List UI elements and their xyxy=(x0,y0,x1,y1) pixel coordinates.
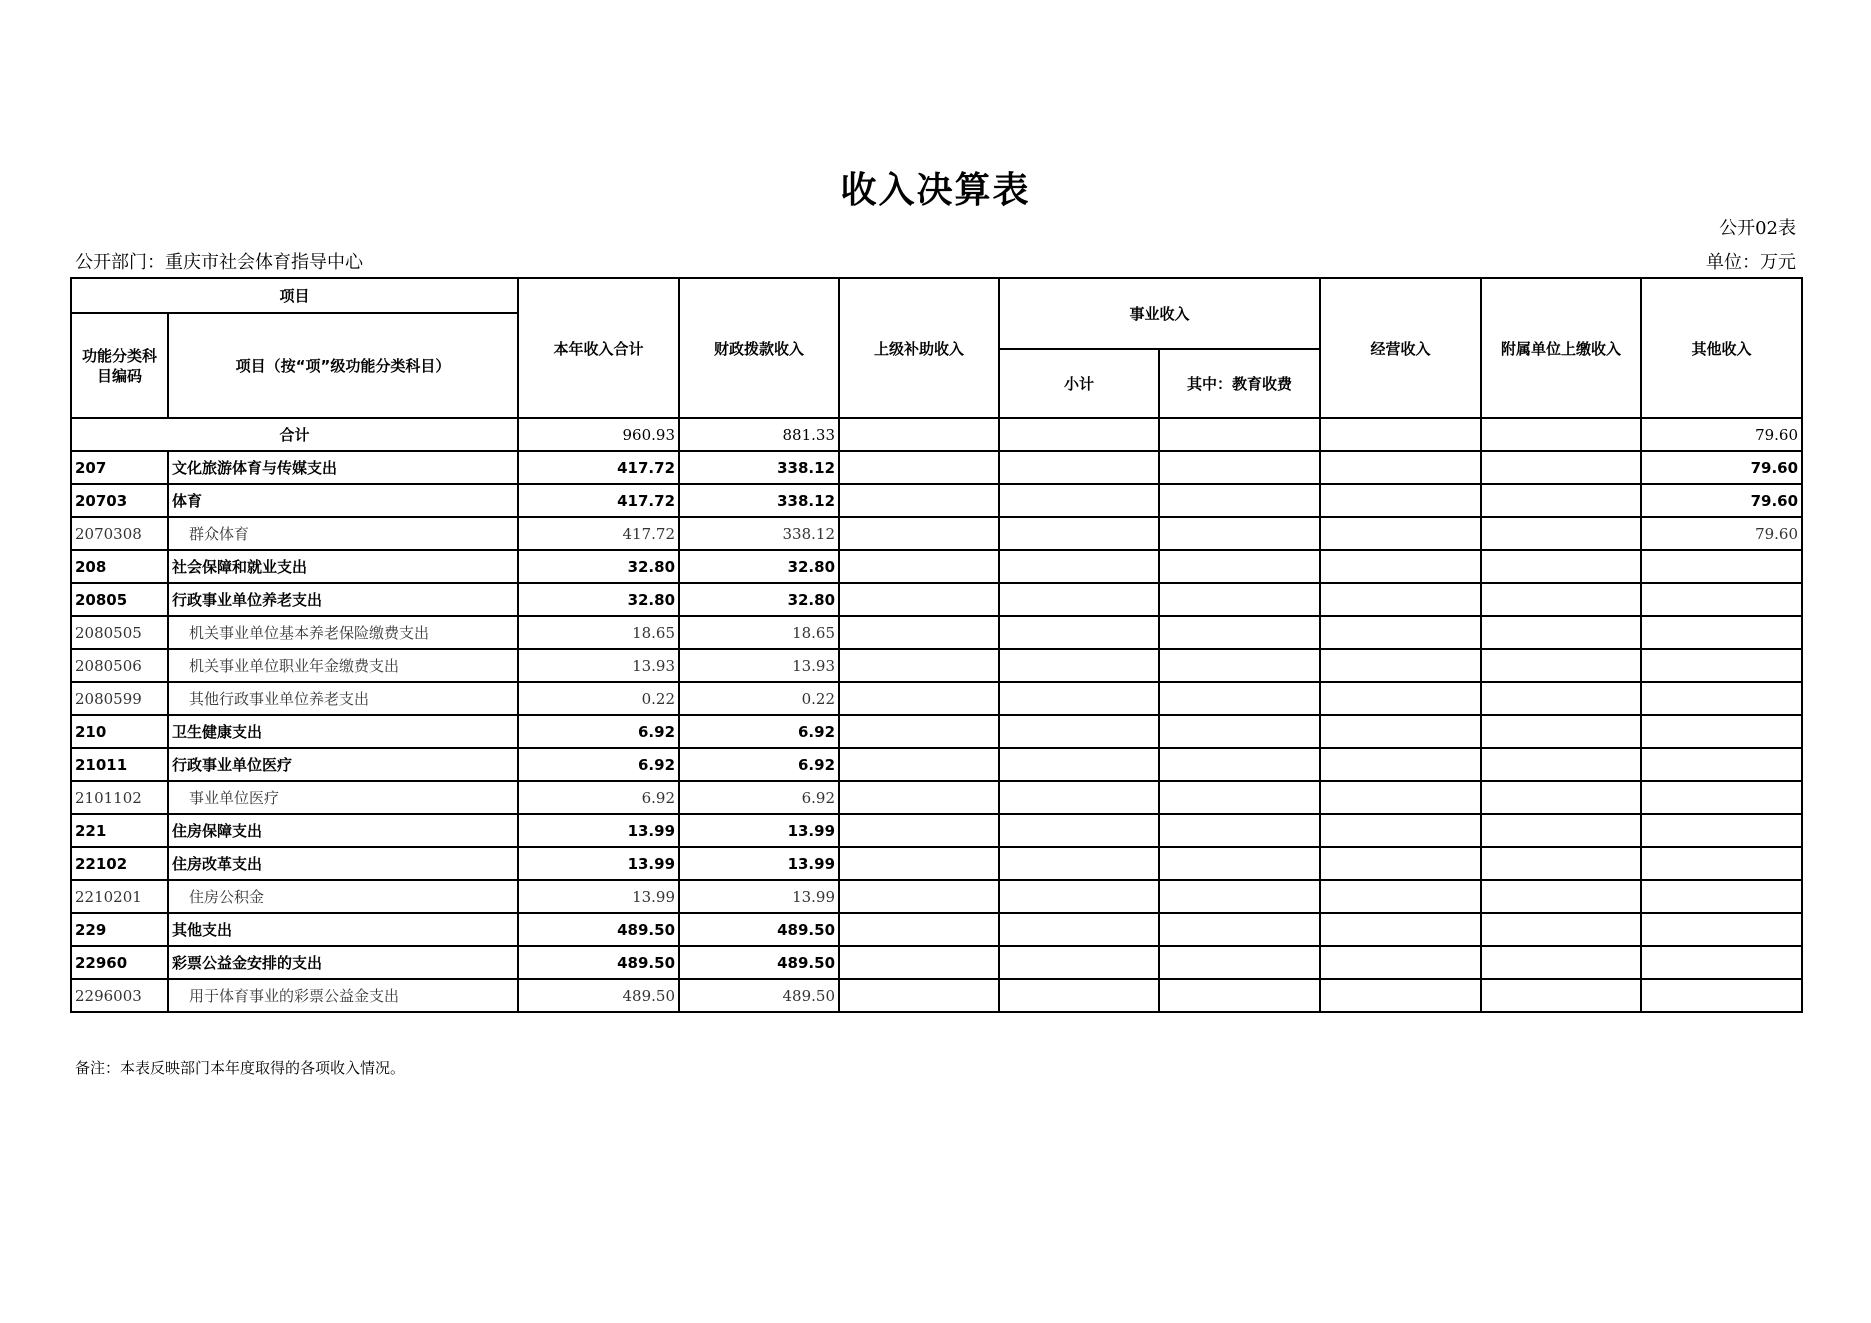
row-fiscal: 13.99 xyxy=(679,847,839,880)
page-title: 收入决算表 xyxy=(840,170,1031,211)
row-code: 2210201 xyxy=(71,880,168,913)
row-other xyxy=(1641,814,1802,847)
row-other: 79.60 xyxy=(1641,451,1802,484)
row-operating xyxy=(1320,880,1481,913)
row-superior xyxy=(839,781,999,814)
row-other xyxy=(1641,946,1802,979)
table-row xyxy=(71,814,1802,847)
row-education xyxy=(1159,649,1320,682)
row-affiliated xyxy=(1481,880,1641,913)
income-table xyxy=(70,277,1803,1013)
total-label: 合计 xyxy=(71,418,518,451)
table-row xyxy=(71,880,1802,913)
row-superior xyxy=(839,550,999,583)
row-name: 行政事业单位医疗 xyxy=(168,748,518,781)
row-business-subtotal xyxy=(999,781,1159,814)
header-affiliated: 附属单位上缴收入 xyxy=(1481,278,1641,418)
row-other xyxy=(1641,847,1802,880)
row-operating xyxy=(1320,946,1481,979)
row-total: 13.99 xyxy=(518,880,679,913)
row-education xyxy=(1159,484,1320,517)
row-operating xyxy=(1320,616,1481,649)
row-fiscal: 6.92 xyxy=(679,781,839,814)
row-business-subtotal xyxy=(999,880,1159,913)
row-business-subtotal xyxy=(999,715,1159,748)
row-fiscal: 32.80 xyxy=(679,550,839,583)
row-operating xyxy=(1320,979,1481,1012)
table-row xyxy=(71,682,1802,715)
row-education xyxy=(1159,748,1320,781)
row-business-subtotal xyxy=(999,451,1159,484)
row-code: 20703 xyxy=(71,484,168,517)
header-business: 事业收入 xyxy=(999,278,1320,349)
table-row xyxy=(71,649,1802,682)
row-name: 体育 xyxy=(168,484,518,517)
table-row xyxy=(71,583,1802,616)
row-total: 489.50 xyxy=(518,979,679,1012)
table-row xyxy=(71,781,1802,814)
row-affiliated xyxy=(1481,781,1641,814)
row-operating xyxy=(1320,517,1481,550)
row-code: 208 xyxy=(71,550,168,583)
row-name: 住房公积金 xyxy=(168,880,518,913)
row-name: 文化旅游体育与传媒支出 xyxy=(168,451,518,484)
row-superior xyxy=(839,649,999,682)
table-row xyxy=(71,715,1802,748)
row-business-subtotal xyxy=(999,682,1159,715)
row-fiscal: 338.12 xyxy=(679,517,839,550)
header-code: 功能分类科目编码 xyxy=(71,313,168,418)
row-name: 住房保障支出 xyxy=(168,814,518,847)
row-fiscal: 338.12 xyxy=(679,451,839,484)
row-total: 417.72 xyxy=(518,484,679,517)
row-superior xyxy=(839,616,999,649)
row-code: 2080505 xyxy=(71,616,168,649)
row-total: 6.92 xyxy=(518,781,679,814)
row-superior xyxy=(839,847,999,880)
row-affiliated xyxy=(1481,946,1641,979)
row-education xyxy=(1159,781,1320,814)
row-affiliated xyxy=(1481,715,1641,748)
row-other xyxy=(1641,583,1802,616)
total-fiscal: 881.33 xyxy=(679,418,839,451)
row-name: 机关事业单位基本养老保险缴费支出 xyxy=(168,616,518,649)
table-row xyxy=(71,484,1802,517)
header-name: 项目（按“项”级功能分类科目） xyxy=(168,313,518,418)
row-operating xyxy=(1320,814,1481,847)
row-education xyxy=(1159,715,1320,748)
row-total: 489.50 xyxy=(518,913,679,946)
row-code: 221 xyxy=(71,814,168,847)
row-operating xyxy=(1320,682,1481,715)
unit-label: 单位：万元 xyxy=(1706,252,1796,273)
row-total: 417.72 xyxy=(518,517,679,550)
row-operating xyxy=(1320,748,1481,781)
row-other: 79.60 xyxy=(1641,484,1802,517)
row-fiscal: 0.22 xyxy=(679,682,839,715)
header-superior: 上级补助收入 xyxy=(839,278,999,418)
row-name: 群众体育 xyxy=(168,517,518,550)
row-business-subtotal xyxy=(999,748,1159,781)
header-other: 其他收入 xyxy=(1641,278,1802,418)
row-code: 210 xyxy=(71,715,168,748)
row-business-subtotal xyxy=(999,583,1159,616)
row-education xyxy=(1159,616,1320,649)
header-project: 项目 xyxy=(71,278,518,313)
row-fiscal: 13.99 xyxy=(679,814,839,847)
row-total: 18.65 xyxy=(518,616,679,649)
row-business-subtotal xyxy=(999,946,1159,979)
row-code: 2296003 xyxy=(71,979,168,1012)
row-business-subtotal xyxy=(999,550,1159,583)
row-fiscal: 489.50 xyxy=(679,979,839,1012)
row-name: 卫生健康支出 xyxy=(168,715,518,748)
row-affiliated xyxy=(1481,979,1641,1012)
row-affiliated xyxy=(1481,814,1641,847)
row-superior xyxy=(839,814,999,847)
row-superior xyxy=(839,748,999,781)
row-education xyxy=(1159,451,1320,484)
row-other xyxy=(1641,913,1802,946)
row-name: 其他行政事业单位养老支出 xyxy=(168,682,518,715)
row-affiliated xyxy=(1481,913,1641,946)
row-operating xyxy=(1320,484,1481,517)
row-fiscal: 338.12 xyxy=(679,484,839,517)
row-superior xyxy=(839,880,999,913)
header-operating: 经营收入 xyxy=(1320,278,1481,418)
row-superior xyxy=(839,715,999,748)
table-row xyxy=(71,748,1802,781)
row-operating xyxy=(1320,715,1481,748)
table-row xyxy=(71,451,1802,484)
row-fiscal: 489.50 xyxy=(679,946,839,979)
row-affiliated xyxy=(1481,748,1641,781)
row-affiliated xyxy=(1481,616,1641,649)
row-other xyxy=(1641,715,1802,748)
header-fiscal: 财政拨款收入 xyxy=(679,278,839,418)
row-education xyxy=(1159,946,1320,979)
row-education xyxy=(1159,814,1320,847)
row-affiliated xyxy=(1481,682,1641,715)
row-total: 13.99 xyxy=(518,847,679,880)
row-name: 住房改革支出 xyxy=(168,847,518,880)
row-affiliated xyxy=(1481,847,1641,880)
row-fiscal: 6.92 xyxy=(679,748,839,781)
row-total: 13.93 xyxy=(518,649,679,682)
row-name: 行政事业单位养老支出 xyxy=(168,583,518,616)
row-code: 207 xyxy=(71,451,168,484)
row-code: 21011 xyxy=(71,748,168,781)
row-total: 13.99 xyxy=(518,814,679,847)
row-affiliated xyxy=(1481,583,1641,616)
row-superior xyxy=(839,451,999,484)
total-total: 960.93 xyxy=(518,418,679,451)
row-education xyxy=(1159,880,1320,913)
header-education: 其中：教育收费 xyxy=(1159,349,1320,418)
row-code: 2070308 xyxy=(71,517,168,550)
row-total: 6.92 xyxy=(518,715,679,748)
row-code: 2080599 xyxy=(71,682,168,715)
row-business-subtotal xyxy=(999,616,1159,649)
header-subtotal: 小计 xyxy=(999,349,1159,418)
row-code: 2101102 xyxy=(71,781,168,814)
row-education xyxy=(1159,847,1320,880)
row-superior xyxy=(839,682,999,715)
table-row xyxy=(71,847,1802,880)
row-other xyxy=(1641,649,1802,682)
row-business-subtotal xyxy=(999,979,1159,1012)
row-education xyxy=(1159,913,1320,946)
department-label: 公开部门：重庆市社会体育指导中心 xyxy=(75,252,363,273)
row-other xyxy=(1641,979,1802,1012)
row-superior xyxy=(839,517,999,550)
row-affiliated xyxy=(1481,484,1641,517)
row-other xyxy=(1641,682,1802,715)
row-superior xyxy=(839,946,999,979)
row-affiliated xyxy=(1481,550,1641,583)
total-row xyxy=(71,418,1802,451)
row-name: 事业单位医疗 xyxy=(168,781,518,814)
table-row xyxy=(71,913,1802,946)
row-superior xyxy=(839,979,999,1012)
table-row xyxy=(71,979,1802,1012)
row-name: 用于体育事业的彩票公益金支出 xyxy=(168,979,518,1012)
row-other xyxy=(1641,880,1802,913)
total-other: 79.60 xyxy=(1641,418,1802,451)
table-row xyxy=(71,616,1802,649)
row-business-subtotal xyxy=(999,649,1159,682)
row-fiscal: 18.65 xyxy=(679,616,839,649)
row-total: 32.80 xyxy=(518,583,679,616)
row-code: 20805 xyxy=(71,583,168,616)
row-superior xyxy=(839,484,999,517)
row-business-subtotal xyxy=(999,484,1159,517)
table-row xyxy=(71,517,1802,550)
row-total: 489.50 xyxy=(518,946,679,979)
row-other: 79.60 xyxy=(1641,517,1802,550)
row-name: 其他支出 xyxy=(168,913,518,946)
row-fiscal: 6.92 xyxy=(679,715,839,748)
row-business-subtotal xyxy=(999,517,1159,550)
row-fiscal: 32.80 xyxy=(679,583,839,616)
row-business-subtotal xyxy=(999,913,1159,946)
row-affiliated xyxy=(1481,451,1641,484)
row-name: 社会保障和就业支出 xyxy=(168,550,518,583)
row-code: 2080506 xyxy=(71,649,168,682)
row-education xyxy=(1159,517,1320,550)
row-operating xyxy=(1320,913,1481,946)
row-operating xyxy=(1320,550,1481,583)
row-code: 22102 xyxy=(71,847,168,880)
footnote: 备注：本表反映部门本年度取得的各项收入情况。 xyxy=(75,1059,406,1077)
row-affiliated xyxy=(1481,649,1641,682)
row-total: 32.80 xyxy=(518,550,679,583)
row-other xyxy=(1641,550,1802,583)
row-other xyxy=(1641,781,1802,814)
row-total: 417.72 xyxy=(518,451,679,484)
row-name: 彩票公益金安排的支出 xyxy=(168,946,518,979)
row-education xyxy=(1159,682,1320,715)
row-code: 229 xyxy=(71,913,168,946)
row-business-subtotal xyxy=(999,814,1159,847)
row-total: 0.22 xyxy=(518,682,679,715)
row-education xyxy=(1159,550,1320,583)
row-total: 6.92 xyxy=(518,748,679,781)
row-operating xyxy=(1320,781,1481,814)
row-fiscal: 13.99 xyxy=(679,880,839,913)
table-row xyxy=(71,550,1802,583)
row-name: 机关事业单位职业年金缴费支出 xyxy=(168,649,518,682)
row-business-subtotal xyxy=(999,847,1159,880)
row-operating xyxy=(1320,451,1481,484)
table-row xyxy=(71,946,1802,979)
row-superior xyxy=(839,913,999,946)
row-operating xyxy=(1320,649,1481,682)
row-operating xyxy=(1320,847,1481,880)
row-education xyxy=(1159,583,1320,616)
row-education xyxy=(1159,979,1320,1012)
form-number: 公开02表 xyxy=(1719,218,1796,239)
row-superior xyxy=(839,583,999,616)
row-operating xyxy=(1320,583,1481,616)
row-fiscal: 13.93 xyxy=(679,649,839,682)
row-affiliated xyxy=(1481,517,1641,550)
header-total: 本年收入合计 xyxy=(518,278,679,418)
row-fiscal: 489.50 xyxy=(679,913,839,946)
row-other xyxy=(1641,748,1802,781)
row-code: 22960 xyxy=(71,946,168,979)
row-other xyxy=(1641,616,1802,649)
